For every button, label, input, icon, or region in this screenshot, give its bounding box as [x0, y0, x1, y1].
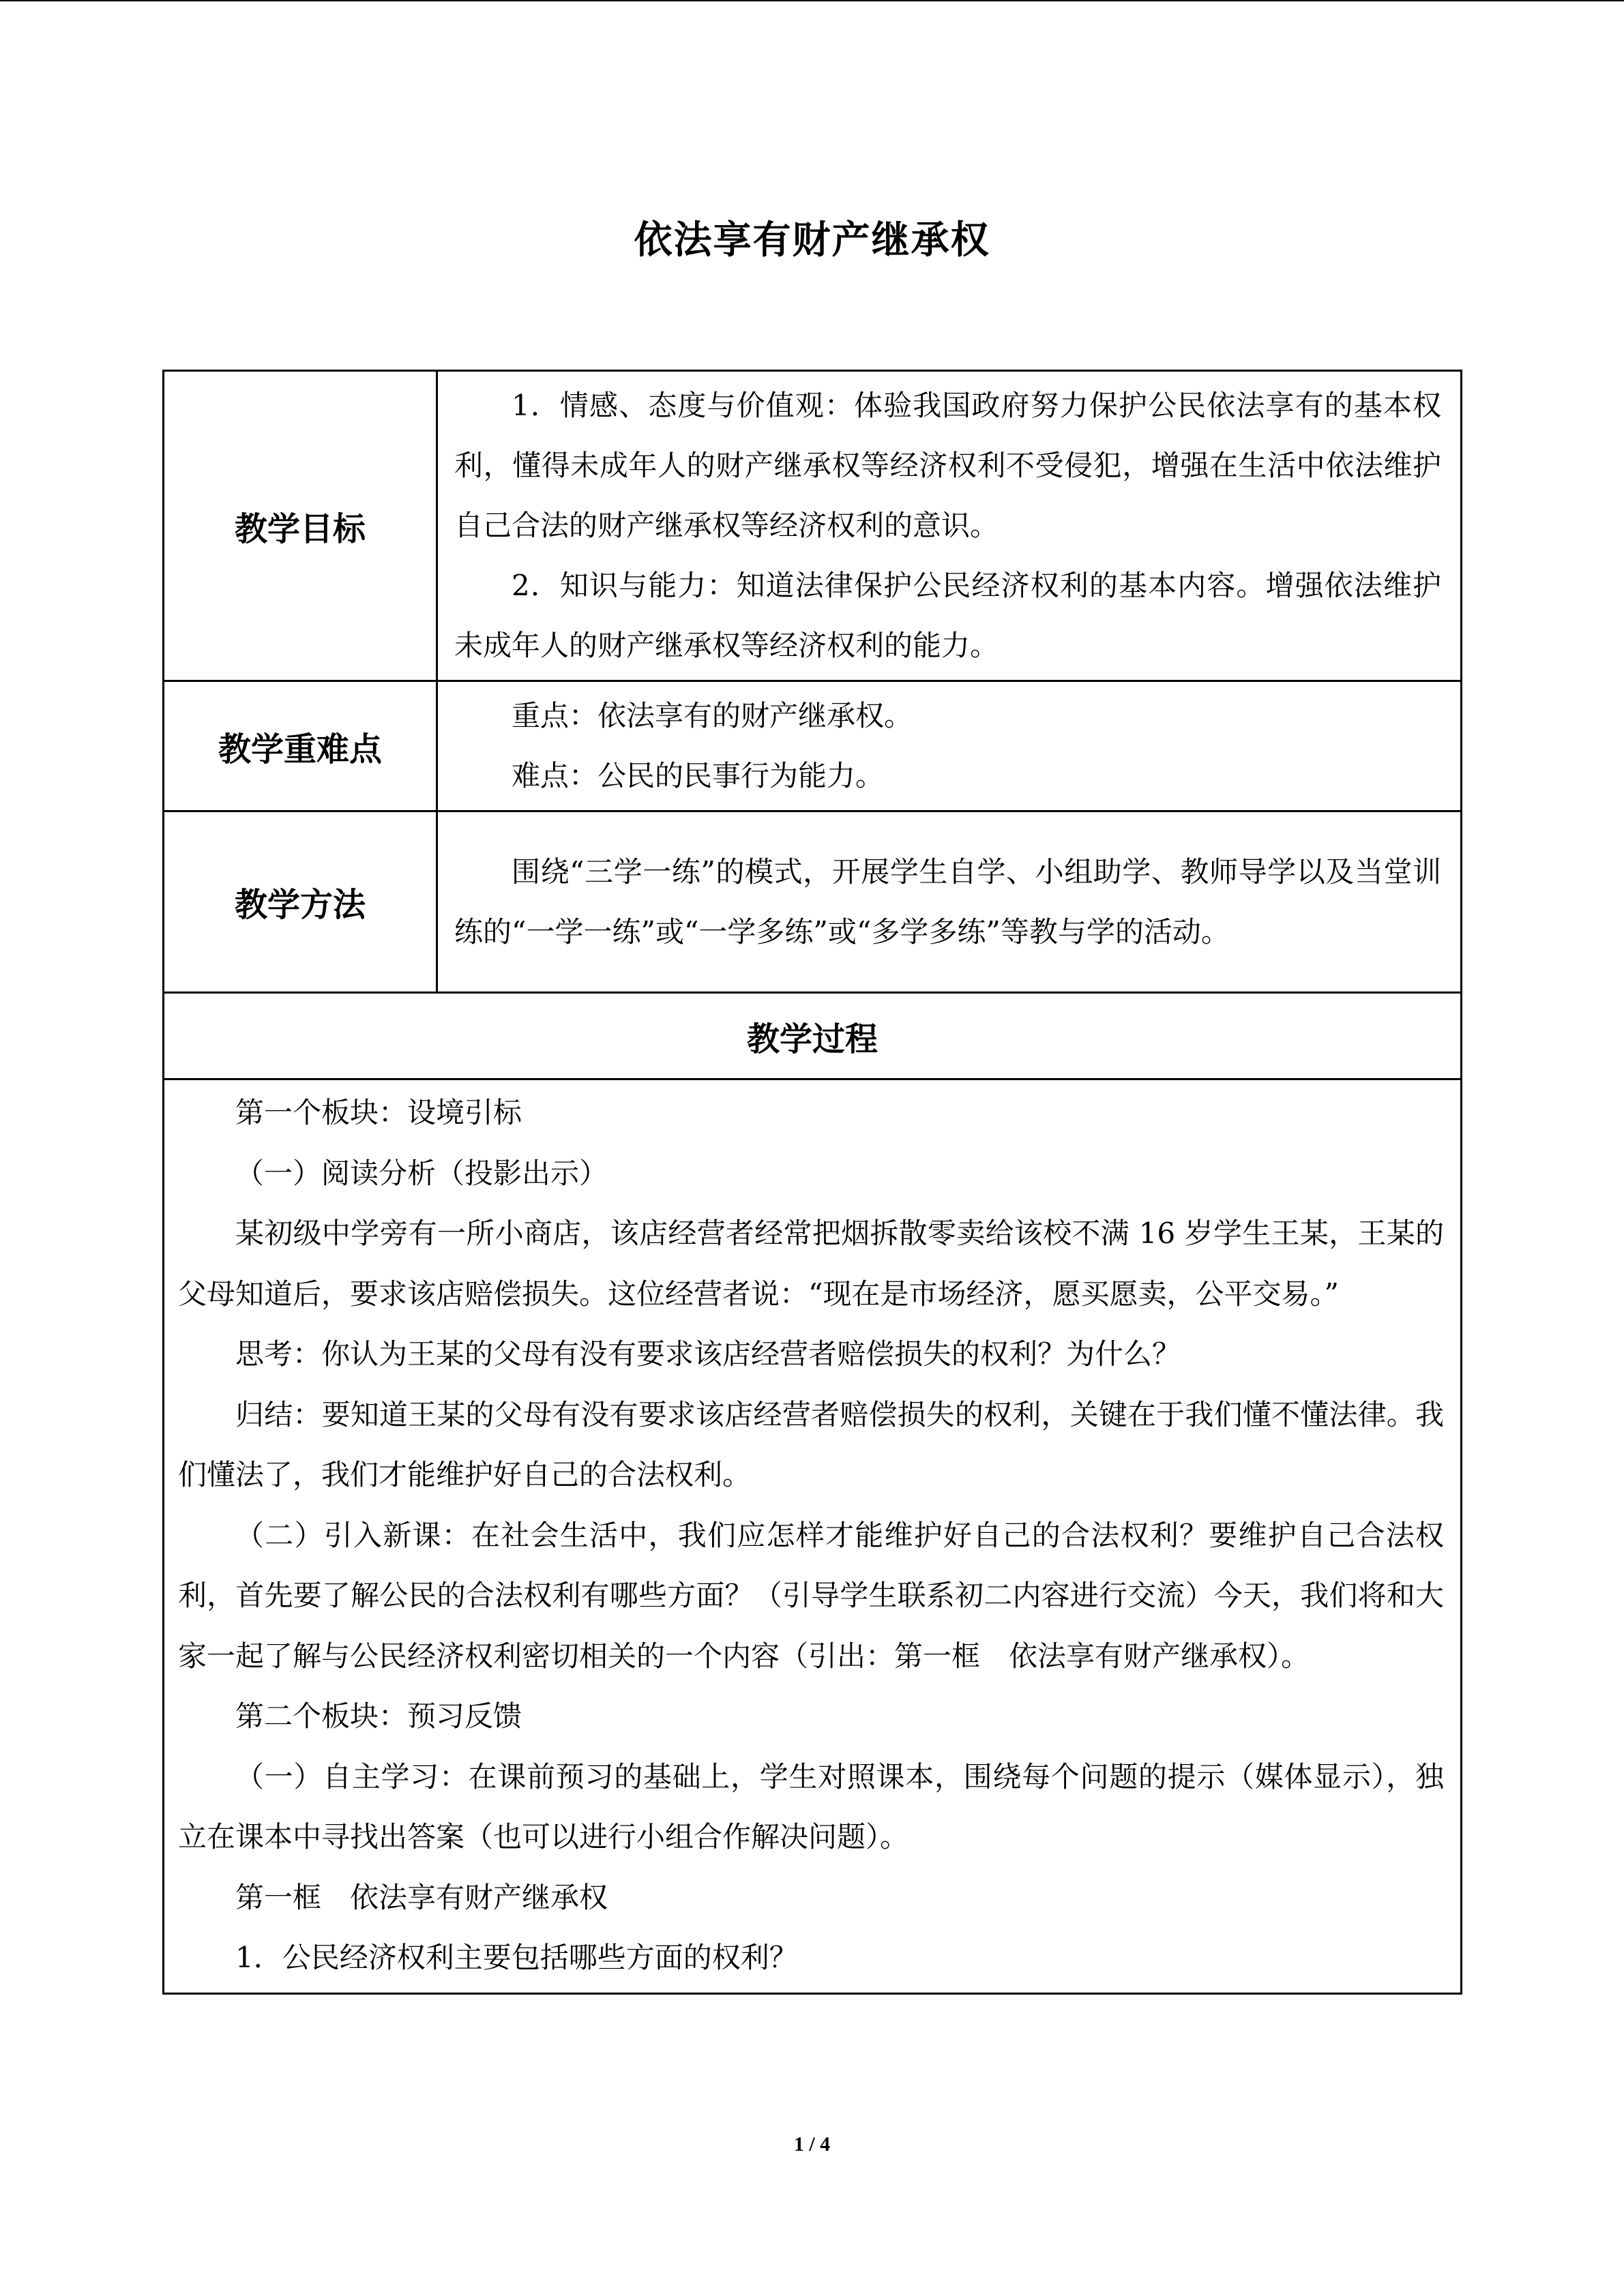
key-point-item: 难点：公民的民事行为能力。	[512, 759, 885, 792]
process-paragraph: （二）引入新课：在社会生活中，我们应怎样才能维护好自己的合法权利？要维护自己合法权利，首先要了解公民的合法权利有哪些方面？（引导学生联系初二内容进行交流）今天，我们将和大家一起了解与公民经济权利密切相关的一个内容（引出：第一框 依法享有财产继承权）。	[178, 1518, 1444, 1673]
process-heading: 教学过程	[164, 993, 1462, 1079]
process-paragraph: 第一框 依法享有财产继承权	[235, 1880, 608, 1914]
page-number: 1 / 4	[793, 2133, 831, 2156]
key-points-label: 教学重难点	[164, 681, 437, 811]
process-paragraph: 1．公民经济权利主要包括哪些方面的权利？	[235, 1941, 798, 1974]
key-point-item: 重点：依法享有的财产继承权。	[512, 699, 913, 732]
process-paragraph: 某初级中学旁有一所小商店，该店经营者经常把烟拆散零卖给该校不满 16 岁学生王某，王某的父母知道后，要求该店赔偿损失。这位经营者说：“现在是市场经济，愿买愿卖，公平交易。”	[178, 1217, 1444, 1311]
methods-row	[164, 811, 1462, 993]
goals-paragraph: 2．知识与能力：知道法律保护公民经济权利的基本内容。增强依法维护未成年人的财产继承权等经济权利的能力。	[454, 569, 1441, 662]
lesson-plan-table	[162, 370, 1462, 1995]
process-paragraph: 第一个板块：设境引标	[235, 1096, 522, 1129]
methods-paragraph: 围绕“三学一练”的模式，开展学生自学、小组助学、教师导学以及当堂训练的“一学一练”或“一学多练”或“多学多练”等教与学的活动。	[454, 854, 1441, 949]
process-header-row	[164, 993, 1462, 1079]
methods-content	[437, 811, 1462, 993]
process-content	[164, 1079, 1462, 1994]
document-title: 依法享有财产继承权	[634, 218, 990, 263]
process-paragraph: 思考：你认为王某的父母有没有要求该店经营者赔偿损失的权利？为什么？	[235, 1337, 1181, 1371]
process-paragraph: 归结：要知道王某的父母有没有要求该店经营者赔偿损失的权利，关键在于我们懂不懂法律。我们懂法了，我们才能维护好自己的合法权利。	[178, 1397, 1444, 1491]
process-paragraph: 第二个板块：预习反馈	[235, 1699, 522, 1733]
key-points-row	[164, 681, 1462, 811]
key-points-content	[437, 681, 1462, 811]
process-body-row	[164, 1079, 1462, 1994]
goals-row	[164, 371, 1462, 681]
goals-content	[437, 371, 1462, 681]
methods-label: 教学方法	[164, 811, 437, 993]
top-border-line	[0, 0, 1624, 1]
goals-label: 教学目标	[164, 371, 437, 681]
goals-paragraph: 1．情感、态度与价值观：体验我国政府努力保护公民依法享有的基本权利，懂得未成年人的财产继承权等经济权利不受侵犯，增强在生活中依法维护自己合法的财产继承权等经济权利的意识。	[454, 389, 1441, 542]
process-paragraph: （一）自主学习：在课前预习的基础上，学生对照课本，围绕每个问题的提示（媒体显示），独立在课本中寻找出答案（也可以进行小组合作解决问题）。	[178, 1759, 1444, 1853]
process-paragraph: （一）阅读分析（投影出示）	[235, 1156, 608, 1190]
